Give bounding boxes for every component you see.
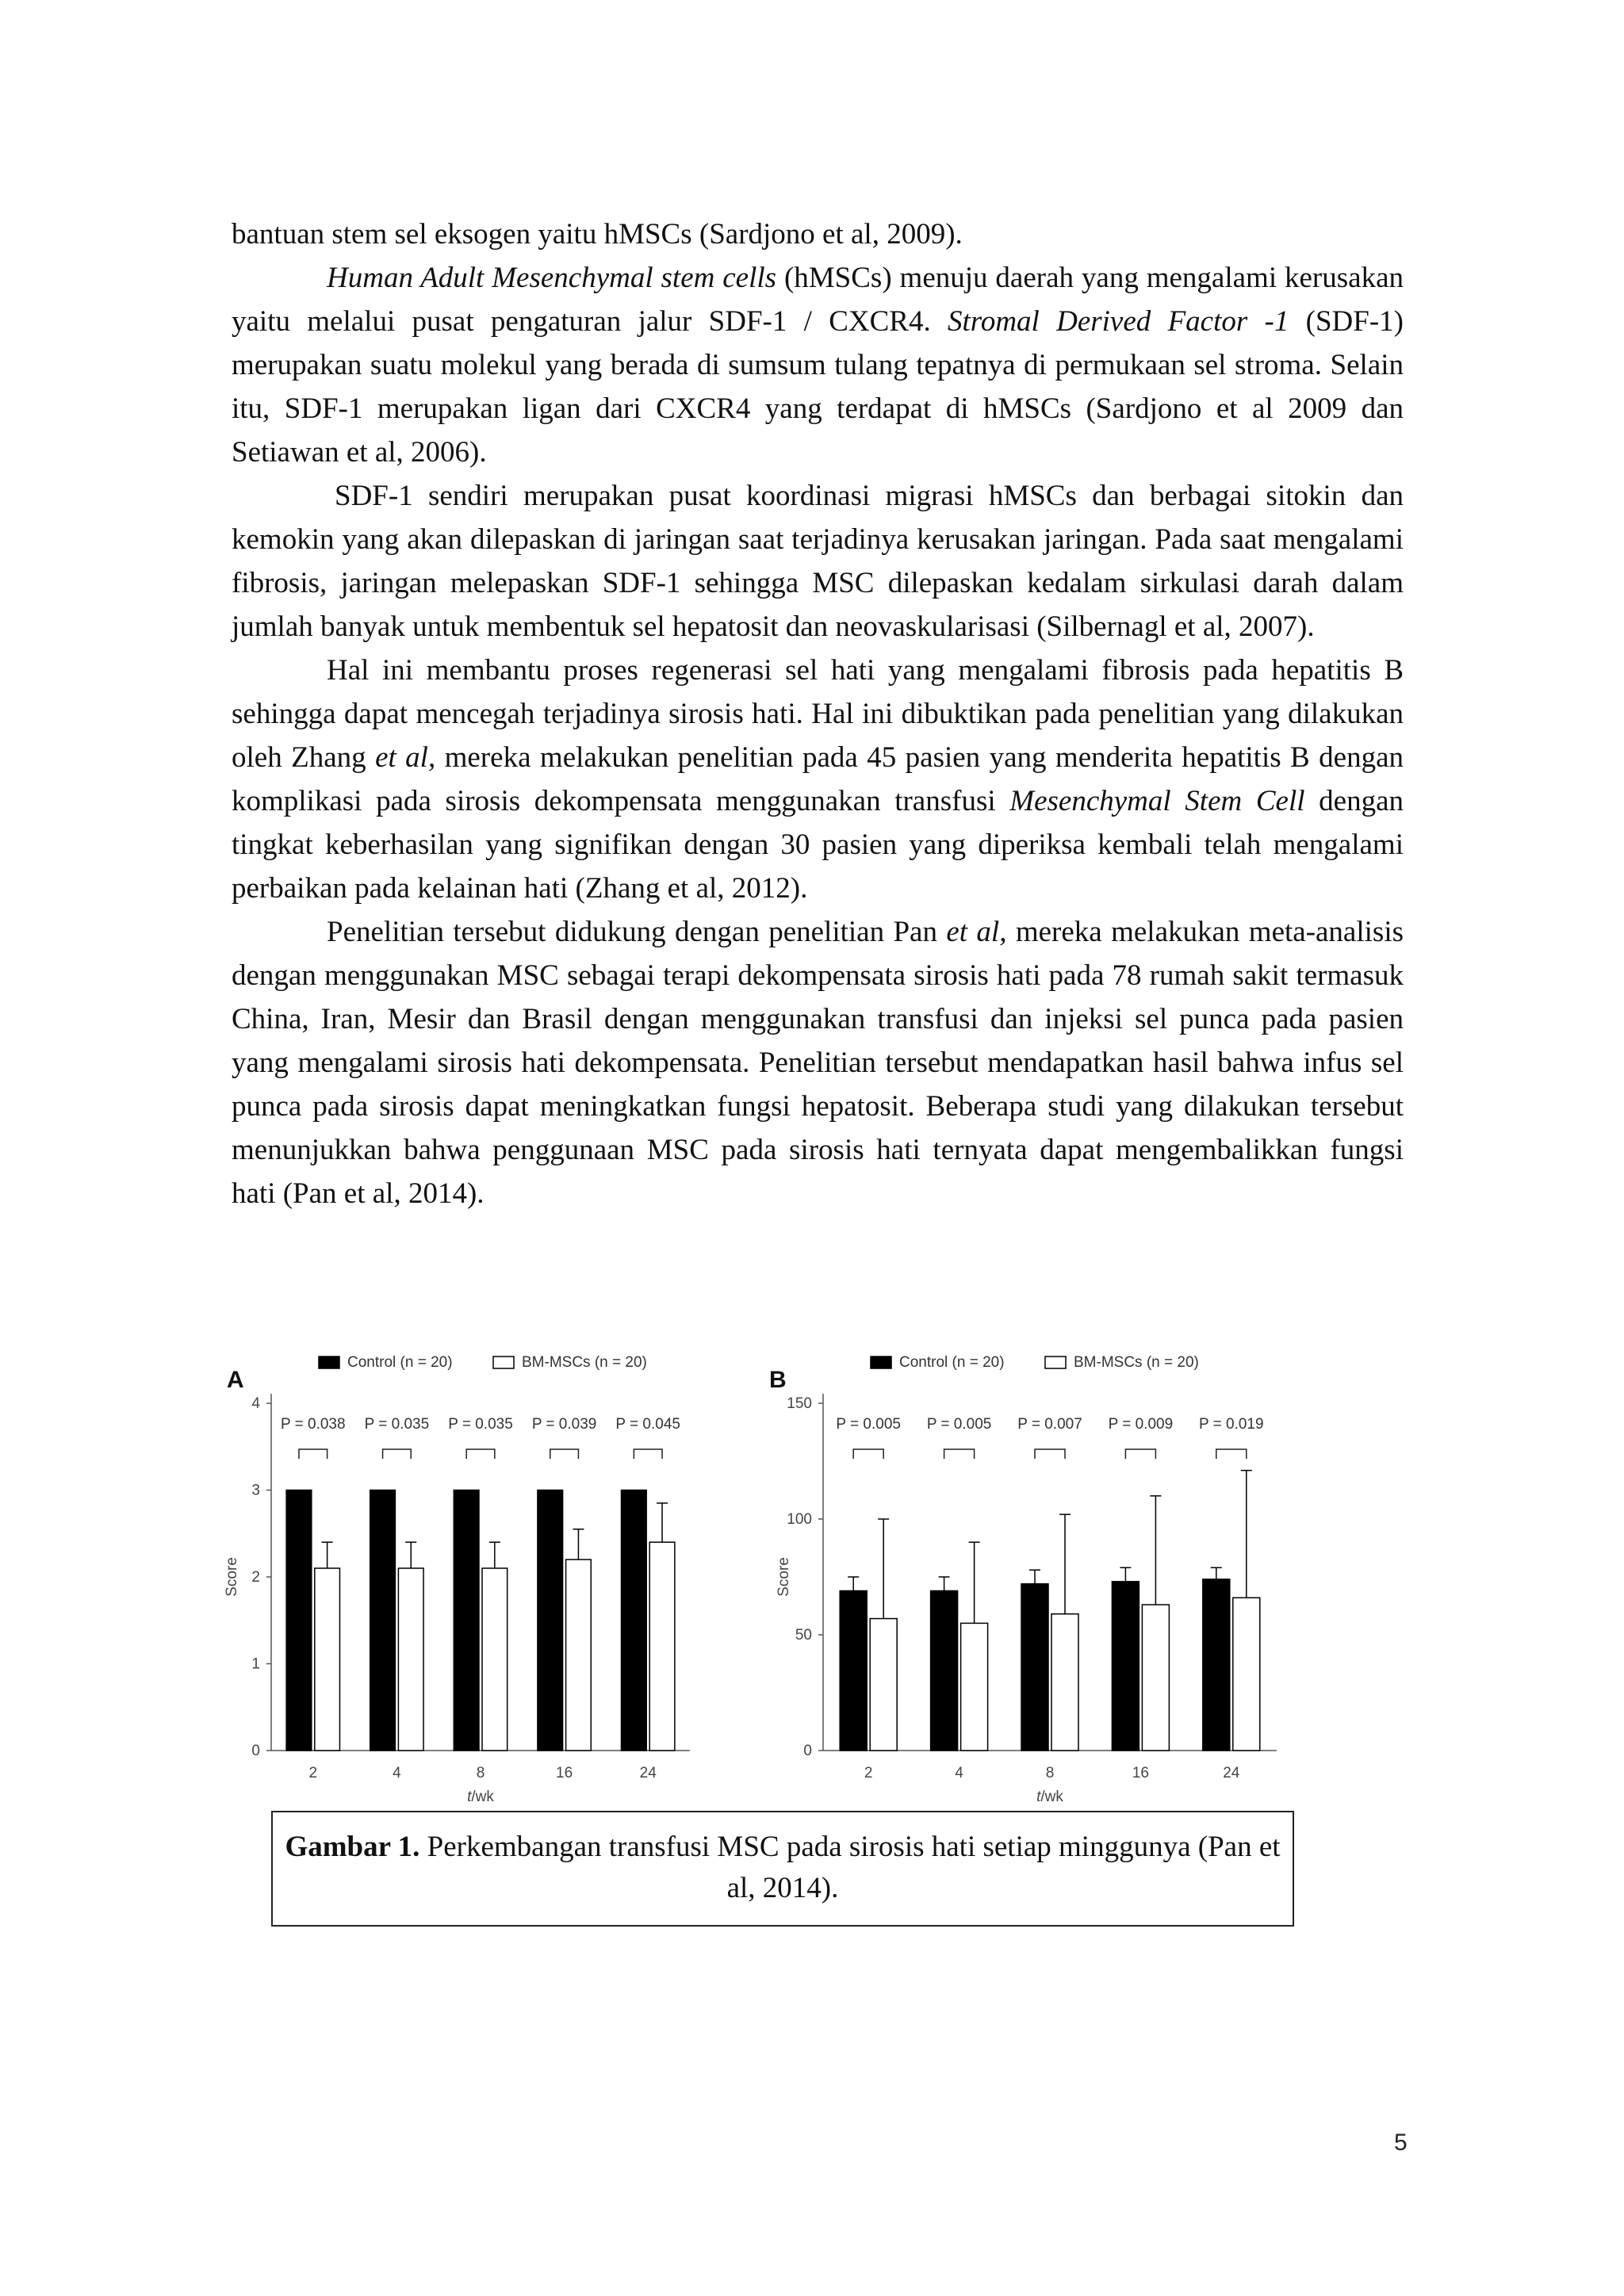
significance-bracket [944,1449,975,1459]
paragraph-3-text: SDF-1 sendiri merupakan pusat koordinasi migrasi hMSCs dan berbagai sitokin dan kemokin yang akan dilepaskan di jaringan saat terjadinya kerusakan jaringan. Pada saat mengalami fibrosis, jaringan melepaskan SDF-1 sehingga MSC dilepaskan kedalam sirkulasi darah dalam jumlah banyak untuk membentuk sel hepatosit dan neovaskularisasi (Silbernagl et al, 2007). [232,480,1404,643]
y-tick-label: 2 [251,1569,260,1586]
bar-msc [1142,1605,1169,1751]
significance-bracket [550,1449,579,1459]
bar-control [931,1591,958,1751]
significance-bracket [853,1449,883,1459]
p-value-label: P = 0.039 [531,1416,597,1433]
p-value-label: P = 0.035 [448,1416,513,1433]
legend-swatch [319,1357,339,1368]
significance-bracket [634,1449,662,1459]
bar-control [1112,1582,1139,1751]
bar-msc [566,1559,592,1751]
body-text [232,212,1404,1215]
significance-bracket [299,1449,327,1459]
legend-entry: Control (n = 20) [347,1354,453,1371]
paragraph-2-text-a: (hMSCs) menuju daerah yang mengalami kerusakan yaitu melalui pusat pengaturan jalur SDF-1 / CXCR4. [232,262,1404,338]
y-tick-label: 50 [795,1627,812,1644]
paragraph-4-text-c: dengan tingkat keberhasilan yang signifikan dengan 30 pasien yang diperiksa kembali telah mengalami perbaikan pada kelainan hati (Zhang et al, 2012). [232,785,1404,905]
significance-bracket [1216,1449,1247,1459]
y-tick-label: 100 [787,1511,812,1528]
legend-entry: Control (n = 20) [899,1354,1005,1371]
p-value-label: P = 0.007 [1017,1416,1082,1433]
chart-panel-b [769,1354,1277,1805]
p-value-label: P = 0.038 [281,1416,346,1433]
paragraph-5-text-a: Penelitian tersebut didukung dengan penelitian Pan [327,916,947,948]
x-axis-label: t/wk [1036,1789,1063,1805]
caption-label: Gambar 1. [285,1831,420,1863]
p-value-label: P = 0.019 [1199,1416,1264,1433]
italic-et-al: et al, [946,916,1007,948]
legend-swatch [493,1357,514,1368]
p-value-label: P = 0.005 [926,1416,992,1433]
figure-charts [214,1348,1324,1805]
x-tick-label: 16 [556,1765,573,1781]
y-tick-label: 0 [251,1743,260,1759]
x-tick-label: 2 [308,1765,318,1781]
bar-control [840,1591,867,1751]
bar-msc [870,1619,897,1751]
page-number: 5 [1394,2130,1408,2156]
y-axis-label: Score [224,1557,240,1597]
chart-panel-a [224,1354,690,1805]
x-axis-label: t/wk [467,1789,494,1805]
x-tick-label: 2 [864,1765,873,1781]
bar-control [1021,1584,1048,1751]
x-tick-label: 8 [476,1765,485,1781]
legend-entry: BM-MSCs (n = 20) [1074,1354,1199,1371]
significance-bracket [1035,1449,1065,1459]
y-tick-label: 4 [251,1395,260,1412]
bar-msc [1051,1614,1078,1751]
bar-control [286,1490,312,1751]
paragraph-4-text-a: Hal ini membantu proses regenerasi sel hati yang mengalami fibrosis pada hepatitis B sehingga dapat mencegah terjadinya sirosis hati. Hal ini dibuktikan pada penelitian yang dilakukan oleh Zhang [232,654,1404,774]
significance-bracket [1125,1449,1155,1459]
paragraph-4 [232,649,1404,910]
x-tick-label: 4 [955,1765,963,1781]
figure-1 [214,1348,1324,1805]
legend-swatch [871,1357,891,1368]
p-value-label: P = 0.035 [364,1416,430,1433]
paragraph-5-text-b: mereka melakukan meta-analisis dengan menggunakan MSC sebagai terapi dekompensata sirosis hati pada 78 rumah sakit termasuk China, Iran, Mesir dan Brasil dengan menggunakan transfusi dan injeksi sel punca pada pasien yang mengalami sirosis hati dekompensata. Penelitian tersebut mendapatkan hasil bahwa infus sel punca pada sirosis dapat meningkatkan fungsi hepatosit. Beberapa studi yang dilakukan tersebut menunjukkan bahwa penggunaan MSC pada sirosis hati ternyata dapat mengembalikkan fungsi hati (Pan et al, 2014). [232,916,1404,1210]
bar-msc [398,1568,423,1751]
italic-term-msc: Mesenchymal Stem Cell [1009,785,1305,817]
paragraph-5 [232,910,1404,1215]
x-tick-label: 4 [393,1765,401,1781]
panel-letter: B [769,1367,787,1393]
italic-et-al: et al, [375,741,436,774]
x-tick-label: 8 [1045,1765,1055,1781]
significance-bracket [466,1449,495,1459]
y-tick-label: 0 [803,1743,812,1759]
x-tick-label: 24 [639,1765,657,1781]
bar-msc [649,1542,675,1751]
italic-term-hmscs: Human Adult Mesenchymal stem cells [327,262,777,294]
bar-msc [961,1623,988,1751]
figure-caption [271,1811,1294,1927]
x-tick-label: 24 [1223,1765,1240,1781]
bar-control [370,1490,396,1751]
y-tick-label: 1 [251,1655,260,1673]
y-tick-label: 150 [787,1395,812,1412]
p-value-label: P = 0.045 [615,1416,680,1433]
paragraph-1 [232,212,1404,256]
paragraph-2-text-b: (SDF-1) merupakan suatu molekul yang berada di sumsum tulang tepatnya di permukaan sel stroma. Selain itu, SDF-1 merupakan ligan dari CXCR4 yang terdapat di hMSCs (Sardjono et al 2009 dan Setiawan et al, 2006). [232,305,1404,469]
paragraph-4-text-b: mereka melakukan penelitian pada 45 pasien yang menderita hepatitis B dengan komplikasi pada sirosis dekompensata menggunakan transfusi [232,741,1404,817]
bar-control [622,1490,647,1751]
bar-control [1203,1579,1230,1751]
paragraph-3 [232,474,1404,649]
legend-entry: BM-MSCs (n = 20) [522,1354,647,1371]
panel-letter: A [227,1367,244,1393]
bar-msc [315,1568,340,1751]
y-tick-label: 3 [251,1482,260,1499]
bar-msc [1233,1598,1260,1751]
bar-msc [482,1568,508,1751]
caption-text: Perkembangan transfusi MSC pada sirosis hati setiap minggunya (Pan et al, 2014). [419,1831,1281,1904]
paragraph-2 [232,256,1404,474]
p-value-label: P = 0.005 [836,1416,901,1433]
y-axis-label: Score [776,1557,792,1597]
bar-control [538,1490,563,1751]
paragraph-1-text: bantuan stem sel eksogen yaitu hMSCs (Sardjono et al, 2009). [232,218,963,251]
x-tick-label: 16 [1132,1765,1149,1781]
legend-swatch [1045,1357,1066,1368]
significance-bracket [383,1449,412,1459]
bar-control [454,1490,479,1751]
p-value-label: P = 0.009 [1108,1416,1174,1433]
italic-term-sdf1: Stromal Derived Factor -1 [948,305,1289,338]
